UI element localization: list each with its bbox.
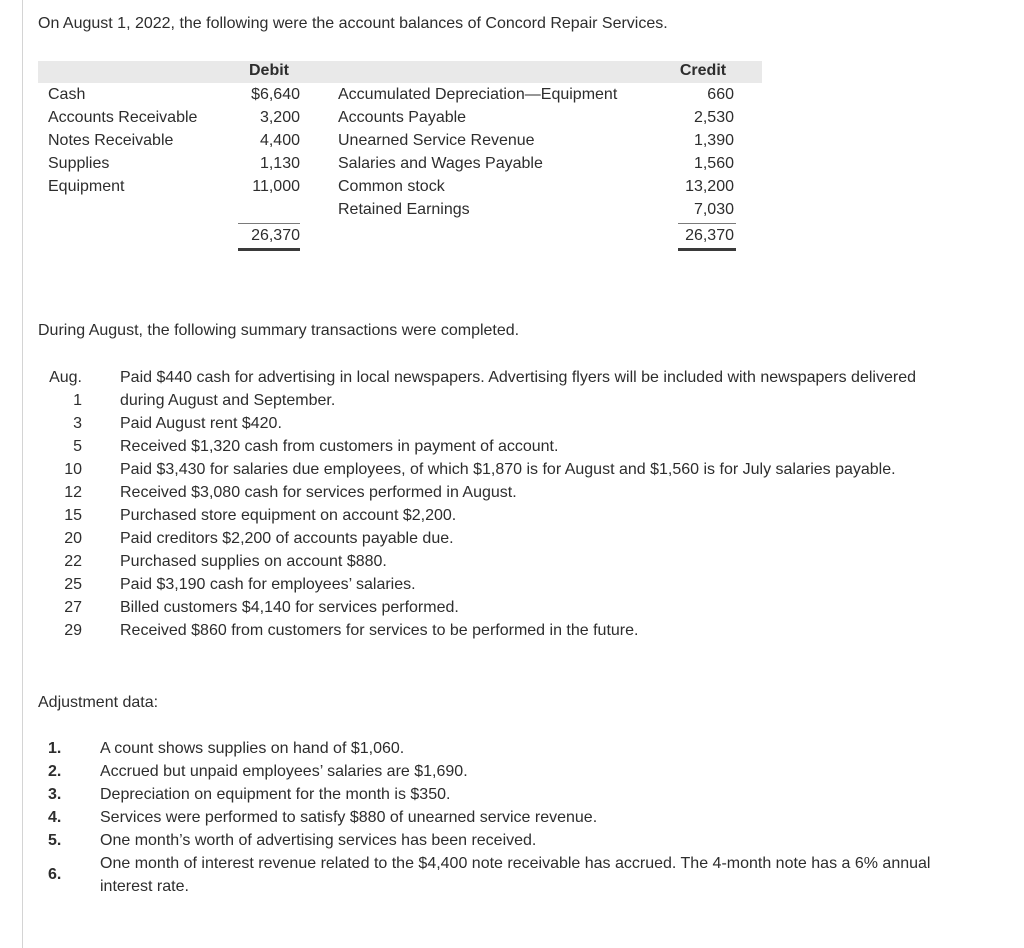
transaction-date: 25 (64, 576, 82, 593)
debit-account-notes-receivable: Notes Receivable (48, 132, 174, 149)
adjustment-number: 3. (48, 786, 62, 803)
adjustment-text: One month’s worth of advertising services has been received. (100, 832, 537, 849)
debit-header: Debit (249, 62, 289, 79)
debit-account-supplies: Supplies (48, 155, 110, 172)
adjustment-text: interest rate. (100, 878, 189, 895)
credit-header: Credit (679, 62, 727, 79)
transaction-date: 3 (73, 415, 82, 432)
credit-account-retained-earnings: Retained Earnings (338, 201, 470, 218)
transaction-description: Purchased store equipment on account $2,200. (120, 507, 457, 524)
transaction-description: Billed customers $4,140 for services performed. (120, 599, 459, 616)
debit-account-accounts-receivable: Accounts Receivable (48, 109, 198, 126)
adjustment-text: Depreciation on equipment for the month is $350. (100, 786, 451, 803)
debit-amount-equipment: 11,000 (252, 178, 300, 195)
transaction-date: 10 (64, 461, 82, 478)
transaction-description: Received $3,080 cash for services performed in August. (120, 484, 517, 501)
debit-amount-accounts-receivable: 3,200 (259, 109, 300, 126)
credit-total: 26,370 (685, 227, 734, 244)
credit-account-unearned-service-revenue: Unearned Service Revenue (338, 132, 535, 149)
credit-amount-unearned-service-revenue: 1,390 (693, 132, 734, 149)
debit-double-underline (238, 248, 300, 251)
adjustment-number: 4. (48, 809, 62, 826)
credit-amount-salaries-wages-payable: 1,560 (693, 155, 734, 172)
adjustment-number: 6. (48, 866, 62, 883)
transaction-description: Purchased supplies on account $880. (120, 553, 387, 570)
transaction-description: Received $860 from customers for services to be performed in the future. (120, 622, 639, 639)
intro-text: On August 1, 2022, the following were the account balances of Concord Repair Services. (38, 15, 668, 32)
credit-account-common-stock: Common stock (338, 178, 445, 195)
adjustment-text: Accrued but unpaid employees’ salaries are $1,690. (100, 763, 468, 780)
credit-amount-common-stock: 13,200 (685, 178, 734, 195)
credit-total-rule (678, 223, 736, 224)
credit-account-accounts-payable: Accounts Payable (338, 109, 467, 126)
adjustment-text: A count shows supplies on hand of $1,060. (100, 740, 405, 757)
debit-account-equipment: Equipment (48, 178, 125, 195)
credit-double-underline (678, 248, 736, 251)
debit-account-cash: Cash (48, 86, 86, 103)
credit-amount-retained-earnings: 7,030 (693, 201, 734, 218)
debit-amount-notes-receivable: 4,400 (259, 132, 300, 149)
adjustment-number: 5. (48, 832, 62, 849)
adjustment-number: 2. (48, 763, 62, 780)
transaction-description: Received $1,320 cash from customers in payment of account. (120, 438, 559, 455)
transaction-description: Paid creditors $2,200 of accounts payable due. (120, 530, 454, 547)
debit-total: 26,370 (251, 227, 300, 244)
transaction-description: Paid $3,430 for salaries due employees, of which $1,870 is for August and $1,560 is for July salaries payable. (120, 461, 896, 478)
credit-amount-accounts-payable: 2,530 (693, 109, 734, 126)
transaction-date: 1 (73, 392, 82, 409)
transaction-date: 12 (64, 484, 82, 501)
transaction-description: Paid August rent $420. (120, 415, 282, 432)
transaction-date: 27 (64, 599, 82, 616)
transaction-date: 15 (64, 507, 82, 524)
transaction-description: during August and September. (120, 392, 336, 409)
transaction-description: Paid $440 cash for advertising in local newspapers. Advertising flyers will be included with newspapers delivered (120, 369, 916, 386)
transaction-date: 22 (64, 553, 82, 570)
credit-account-salaries-wages-payable: Salaries and Wages Payable (338, 155, 543, 172)
debit-amount-cash: $6,640 (251, 86, 300, 103)
transaction-description: Paid $3,190 cash for employees’ salaries. (120, 576, 416, 593)
adjustment-number: 1. (48, 740, 62, 757)
trial-balance-header-bar (38, 61, 762, 83)
adjustment-text: One month of interest revenue related to the $4,400 note receivable has accrued. The 4-month note has a 6% annual (100, 855, 931, 872)
transactions-intro: During August, the following summary transactions were completed. (38, 322, 520, 339)
adjustment-title: Adjustment data: (38, 694, 159, 711)
adjustment-text: Services were performed to satisfy $880 of unearned service revenue. (100, 809, 598, 826)
transactions-month: Aug. (49, 369, 82, 386)
credit-account-accumulated-depreciation: Accumulated Depreciation—Equipment (338, 86, 618, 103)
transaction-date: 20 (64, 530, 82, 547)
transaction-date: 29 (64, 622, 82, 639)
transaction-date: 5 (73, 438, 82, 455)
debit-total-rule (238, 223, 300, 224)
debit-amount-supplies: 1,130 (259, 155, 300, 172)
credit-amount-accumulated-depreciation: 660 (707, 86, 734, 103)
